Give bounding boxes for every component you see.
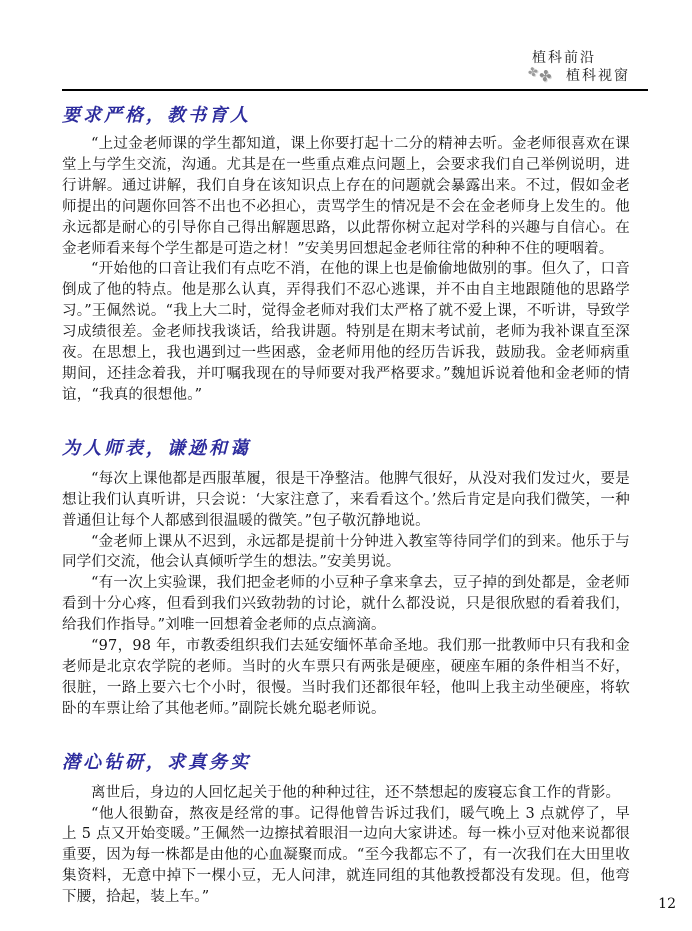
section-heading: 为人师表，谦逊和蔼 — [62, 437, 251, 459]
star-icon: ✤ — [526, 64, 540, 80]
header-title-line2-row — [62, 64, 630, 86]
section-heading: 要求严格，教书育人 — [62, 105, 251, 126]
paragraph: “有一次上实验课，我们把金老师的小豆种子拿来拿去，豆子掉的到处都是，金老师看到十分心疼，但看到我们兴致勃勃的讨论，就什么都没说，只是很欣慰的看着我们，给我们作指导。”刘唯一回想着金老师的点点滴滴。 — [62, 575, 630, 634]
paragraph: 离世后，身边的人回忆起关于他的种种过往，还不禁想起的废寝忘食工作的背影。 — [91, 784, 621, 801]
page-header — [62, 0, 630, 85]
section-heading: 潜心钻研，求真务实 — [62, 751, 251, 773]
paragraph: “他人很勤奋，熬夜是经常的事。记得他曾告诉过我们，暖气晚上 3 点就停了，早上 5 点又开始变暖。”王佩然一边擦拭着眼泪一边向大家讲述。每一株小豆对他来说都很重要，因为每一株都是由他的心血凝聚而成。“至今我都忘不了，有一次我们在大田里收集资料，无意中掉下一棵小豆，无人问津，就连同组的其他教授都没有发现。但，他弯下腰，拾起，装上车。” — [62, 805, 630, 906]
paragraph: “上过金老师课的学生都知道，课上你要打起十二分的精神去听。金老师很喜欢在课堂上与学生交流，沟通。尤其是在一些重点难点问题上，会要求我们自己举例说明，进行讲解。通过讲解，我们自身在该知识点上存在的问题就会暴露出来。不过，假如金老师提出的问题你回答不出也不必担心，责骂学生的情况是不会在金老师身上发生的。他永远都是耐心的引导你自己得出解题思路，以此帮你树立起对学科的兴趣与自信心。在金老师看来每个学生都是可造之材！”安美男回想起金老师往常的种种不住的哽咽着。 — [62, 136, 630, 257]
header-rule — [62, 89, 648, 91]
paragraph: “每次上课他都是西服革履，很是干净整洁。他脾气很好，从没对我们发过火，要是想让我们认真听讲，只会说：‘大家注意了，来看看这个。’然后肯定是向我们微笑，一种普通但让每个人都感到很温暖的微笑。”包子敬沉静地说。 — [62, 470, 630, 529]
star-icons — [526, 64, 554, 86]
header-title-line1: 植科前沿 — [532, 50, 596, 66]
page-number: 12 — [658, 896, 676, 912]
star-icon: ✤ — [538, 66, 554, 86]
section-research — [62, 751, 630, 908]
header-title-line2: 植科视窗 — [566, 68, 630, 84]
paragraph: “金老师上课从不迟到，永远都是提前十分钟进入教室等待同学们的到来。他乐于与同学们交流，他会认真倾听学生的想法。”安美男说。 — [62, 533, 630, 571]
section-role-model — [62, 437, 630, 720]
paragraph: “开始他的口音让我们有点吃不消，在他的课上也是偷偷地做别的事。但久了，口音倒成了他的特点。他是那么认真，弄得我们不忍心逃课，并不由自主地跟随他的思路学习。”王佩然说。“我上大二时，觉得金老师对我们太严格了就不爱上课，不听讲，导致学习成绩很差。金老师找我谈话，给我讲题。特别是在期末考试前，老师为我补课直至深夜。在思想上，我也遇到过一些困惑，金老师用他的经历告诉我，鼓励我。金老师病重期间，还挂念着我，并叮嘱我现在的导师要对我严格要求。”魏旭诉说着他和金老师的情谊，“我真的很想他。” — [62, 261, 630, 403]
paragraph: “97，98 年，市教委组织我们去延安缅怀革命圣地。我们那一批教师中只有我和金老师是北京农学院的老师。当时的火车票只有两张是硬座，硬座车厢的条件相当不好，很脏，一路上要六七个小时，很慢。当时我们还都很年轻，他叫上我主动坐硬座，将软卧的车票让给了其他老师。”副院长姚允聪老师说。 — [62, 638, 630, 717]
section-teaching — [62, 104, 630, 406]
document-page — [62, 0, 630, 931]
